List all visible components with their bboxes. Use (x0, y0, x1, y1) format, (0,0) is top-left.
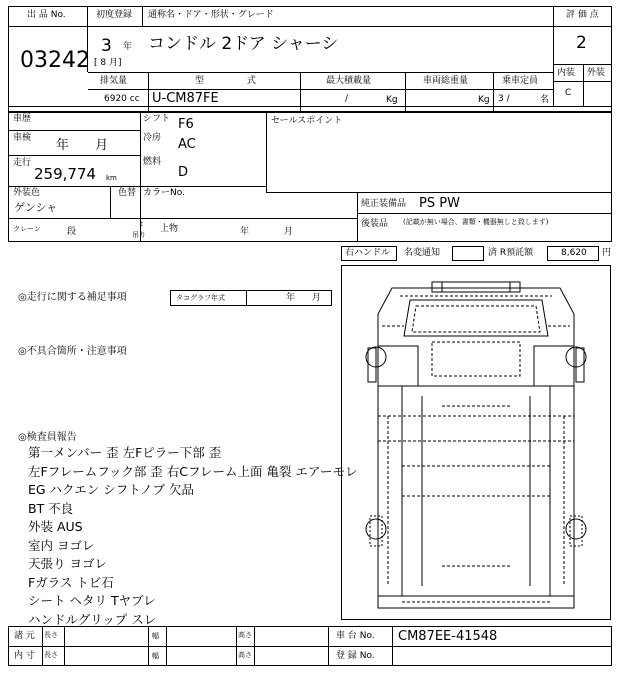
interior-dims-label: 内 寸 (14, 651, 35, 661)
ext-color: ゲンシャ (14, 201, 58, 214)
first-reg-label: 初度登録 (96, 10, 133, 20)
kg-unit-1: Kg (386, 95, 398, 105)
report-line: BT 不良 (28, 500, 74, 516)
color-no-label: カラーNo. (143, 188, 185, 198)
inspector-label: ◎検査員報告 (18, 432, 77, 443)
shift: F6 (178, 117, 194, 132)
shift-label: シフト (143, 114, 171, 124)
recycle-label: 済 R預託額 (488, 248, 534, 258)
mileage: 259,774 (34, 165, 97, 183)
displacement: 6920 cc (104, 94, 140, 104)
inspection-label: 車検 (13, 133, 32, 143)
recycle-amount: 8,620 (561, 248, 587, 258)
inspection-value: 年 月 (56, 138, 109, 153)
retrofit-note: (記載が無い場合、書類・機器無しと致します) (403, 218, 549, 226)
interior-grade: C (565, 88, 572, 98)
kg-unit-2: Kg (478, 95, 490, 105)
height-label: 高さ (238, 631, 252, 639)
report-line: ハンドルグリップ スレ (28, 611, 157, 627)
length-label-2: 長さ (44, 651, 58, 659)
cab-value: 年 月 (240, 227, 293, 237)
color-change-label: 色替 (118, 188, 137, 198)
gross-weight-label: 車両総重量 (423, 76, 469, 86)
capacity-label: 乗車定員 (502, 76, 539, 86)
report-list (28, 444, 358, 629)
exterior-grade-label: 外装 (587, 68, 606, 78)
max-load: / (345, 94, 349, 104)
mileage-label: 走行 (13, 158, 32, 168)
height-label-2: 高さ (238, 651, 252, 659)
score: 2 (576, 33, 587, 53)
model: U-CM87FE (152, 91, 219, 106)
crane-stage: 段 (67, 227, 77, 237)
ext-color-label: 外装色 (13, 188, 41, 198)
width-label: 幅 (152, 632, 159, 640)
truck-diagram (342, 266, 610, 619)
capacity: 3 / (498, 94, 510, 104)
report-line: 第一メンバー 歪 左Fピラー下部 歪 (28, 445, 222, 460)
score-label: 評 価 点 (566, 10, 599, 20)
max-load-label: 最大積載量 (326, 76, 372, 86)
report-line: シート ヘタリ Tヤブレ (28, 593, 156, 608)
crane-hang: 吊り (132, 231, 146, 239)
driving-label: ◎走行に関する補足事項 (18, 292, 127, 303)
handle: 右ハンドル (345, 248, 391, 258)
first-reg-year: 3 (101, 36, 112, 56)
crane-label: クレーン (13, 225, 41, 233)
aircon-label: 冷房 (143, 133, 162, 143)
capacity-unit: 名 (540, 95, 550, 105)
report-line: 天張り ヨゴレ (28, 556, 107, 571)
lot-no: 03242 (20, 48, 90, 73)
equip-label: 純正装備品 (361, 199, 407, 209)
yen-unit: 円 (602, 248, 612, 258)
dims-label: 諸 元 (14, 631, 35, 641)
name-change-box (452, 246, 484, 261)
cab-label: 上物 (160, 224, 179, 234)
width-label-2: 幅 (152, 652, 159, 660)
reg-no-label: 登 録 No. (336, 651, 375, 661)
history-label: 車歴 (13, 114, 32, 124)
displacement-label: 排気量 (100, 76, 128, 86)
chassis-no: CM87EE-41548 (398, 629, 498, 644)
report-line: Fガラス トビ石 (28, 574, 114, 590)
lot-no-label: 出 品 No. (27, 10, 66, 20)
chassis-no-label: 車 台 No. (336, 631, 375, 641)
tacho-label: タコグラフ年式 (176, 294, 225, 302)
interior-grade-label: 内装 (557, 68, 576, 78)
defect-label: ◎不具合箇所・注意事項 (18, 346, 127, 357)
crane-t: t (140, 220, 143, 228)
first-reg-month: [ 8 月] (94, 58, 122, 68)
km-unit: km (106, 174, 117, 182)
car-name: コンドル 2ドア シャーシ (148, 34, 339, 54)
car-name-label: 通称名・ドア・形状・グレード (148, 10, 274, 20)
name-change-label: 名変通知 (404, 248, 441, 258)
length-label: 長さ (44, 631, 58, 639)
equip: PS PW (419, 196, 460, 211)
sales-point-label: セールスポイント (271, 116, 343, 126)
fuel-label: 燃料 (143, 157, 162, 167)
fuel: D (178, 165, 189, 180)
year-unit: 年 (123, 42, 133, 52)
report-line: 室内 ヨゴレ (28, 537, 95, 553)
report-line: 左Fフレームフック部 歪 右Cフレーム上面 亀裂 エアーモレ (28, 463, 358, 479)
aircon: AC (178, 137, 196, 152)
retrofit-label: 後装品 (361, 219, 389, 229)
model-label: 型 式 (195, 76, 256, 86)
truck-diagram-frame (341, 265, 611, 620)
report-line: 外装 AUS (28, 519, 83, 534)
report-line: EG ハクエン シフトノブ 欠品 (28, 482, 195, 497)
tacho-value: 年 月 (286, 293, 321, 303)
